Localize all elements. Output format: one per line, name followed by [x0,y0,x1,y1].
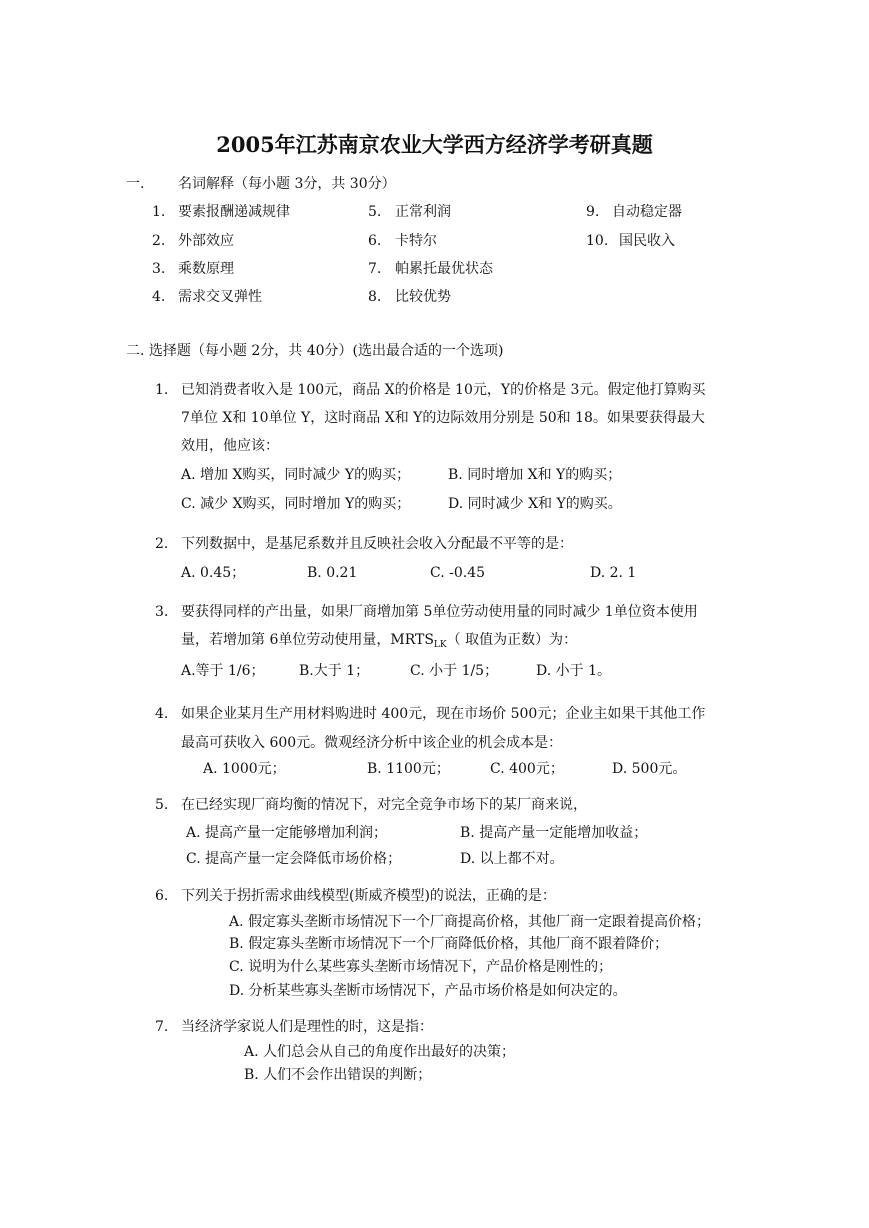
term-label: 比较优势 [395,289,451,305]
term-number: 8. [368,289,382,305]
question-number: 2. [155,536,169,552]
option: C. 小于 1/5； [410,663,499,679]
section1-number: 一. [126,176,145,192]
question-text-part: （ 取值为正数）为： [446,632,578,648]
section2-heading: 二. 选择题（每小题 2分，共 40分）(选出最合适的一个选项) [126,343,504,359]
option: B. 同时增加 X和 Y的购买； [448,467,622,483]
term-label: 卡特尔 [395,233,437,249]
term-number: 6. [368,233,382,249]
mrts-subscript: LK [433,640,447,650]
question-text-part: 量，若增加第 6单位劳动使用量，MRTS [181,632,434,648]
term-label: 国民收入 [619,233,675,249]
option: A. 1000元； [203,761,286,777]
term-number: 5. [368,204,382,220]
question-text: 已知消费者收入是 100元，商品 X的价格是 10元，Y的价格是 3元。假定他打算购买 [181,382,706,398]
option: D. 以上都不对。 [460,851,564,867]
option: D. 小于 1。 [536,663,611,679]
question-text: 7单位 X和 10单位 Y，这时商品 X和 Y的边际效用分别是 50和 18。如果要获得最大 [181,410,705,426]
term-number: 9. [586,204,600,220]
question-text: 在已经实现厂商均衡的情况下，对完全竞争市场下的某厂商来说， [181,797,587,813]
option: B. 1100元； [367,761,450,777]
question-text: 如果企业某月生产用材料购进时 400元，现在市场价 500元；企业主如果干其他工作 [181,706,706,722]
question-text [181,632,578,650]
term-number: 4. [152,289,166,305]
option: B. 提高产量一定能增加收益； [460,825,648,841]
option: B.大于 1； [299,663,370,679]
option: A.等于 1/6； [181,663,265,679]
option: C. -0.45 [430,565,486,581]
question-number: 3. [155,604,169,620]
option: C. 说明为什么某些寡头垄断市场情况下，产品价格是刚性的； [229,959,613,975]
option: C. 减少 X购买，同时增加 Y的购买； [181,496,411,512]
term-number: 1. [152,204,166,220]
option: D. 分析某些寡头垄断市场情况下，产品市场价格是如何决定的。 [229,983,627,999]
question-text: 下列数据中，是基尼系数并且反映社会收入分配最不平等的是： [181,536,573,552]
option: A. 人们总会从自己的角度作出最好的决策； [244,1044,516,1060]
question-number: 1. [155,382,169,398]
question-text: 下列关于拐折需求曲线模型(斯威齐模型)的说法，正确的是： [181,888,556,904]
term-number: 2. [152,233,166,249]
question-number: 6. [155,888,169,904]
term-number: 7. [368,261,382,277]
page-title: 2005年江苏南京农业大学西方经济学考研真题 [216,132,653,157]
option: D. 2. 1 [590,565,637,581]
option: A. 0.45； [181,565,246,581]
term-number: 10. [586,233,609,249]
option: A. 假定寡头垄断市场情况下一个厂商提高价格，其他厂商一定跟着提高价格； [229,914,711,930]
question-number: 4. [155,706,169,722]
option: C. 400元； [490,761,564,777]
question-number: 5. [155,797,169,813]
option: D. 500元。 [612,761,687,777]
option: A. 增加 X购买，同时减少 Y的购买； [181,467,411,483]
question-text: 最高可获收入 600元。微观经济分析中该企业的机会成本是： [181,735,563,751]
option: D. 同时减少 X和 Y的购买。 [448,496,622,512]
option: B. 0.21 [307,565,358,581]
term-label: 外部效应 [178,233,234,249]
term-label: 自动稳定器 [612,204,682,220]
option: B. 假定寡头垄断市场情况下一个厂商降低价格，其他厂商不跟着降价； [229,936,669,952]
term-label: 正常利润 [395,204,451,220]
question-text: 当经济学家说人们是理性的时，这是指： [181,1019,433,1035]
term-label: 帕累托最优状态 [395,261,493,277]
term-number: 3. [152,261,166,277]
question-text: 效用，他应该： [181,438,279,454]
term-label: 需求交叉弹性 [178,289,262,305]
term-label: 乘数原理 [178,261,234,277]
option: B. 人们不会作出错误的判断； [244,1067,432,1083]
section1-heading: 名词解释（每小题 3分，共 30分） [178,176,396,192]
term-label: 要素报酬递减规律 [178,204,290,220]
question-text: 要获得同样的产出量，如果厂商增加第 5单位劳动使用量的同时减少 1单位资本使用 [181,604,698,620]
option: A. 提高产量一定能够增加利润； [186,825,388,841]
option: C. 提高产量一定会降低市场价格； [186,851,402,867]
question-number: 7. [155,1019,169,1035]
